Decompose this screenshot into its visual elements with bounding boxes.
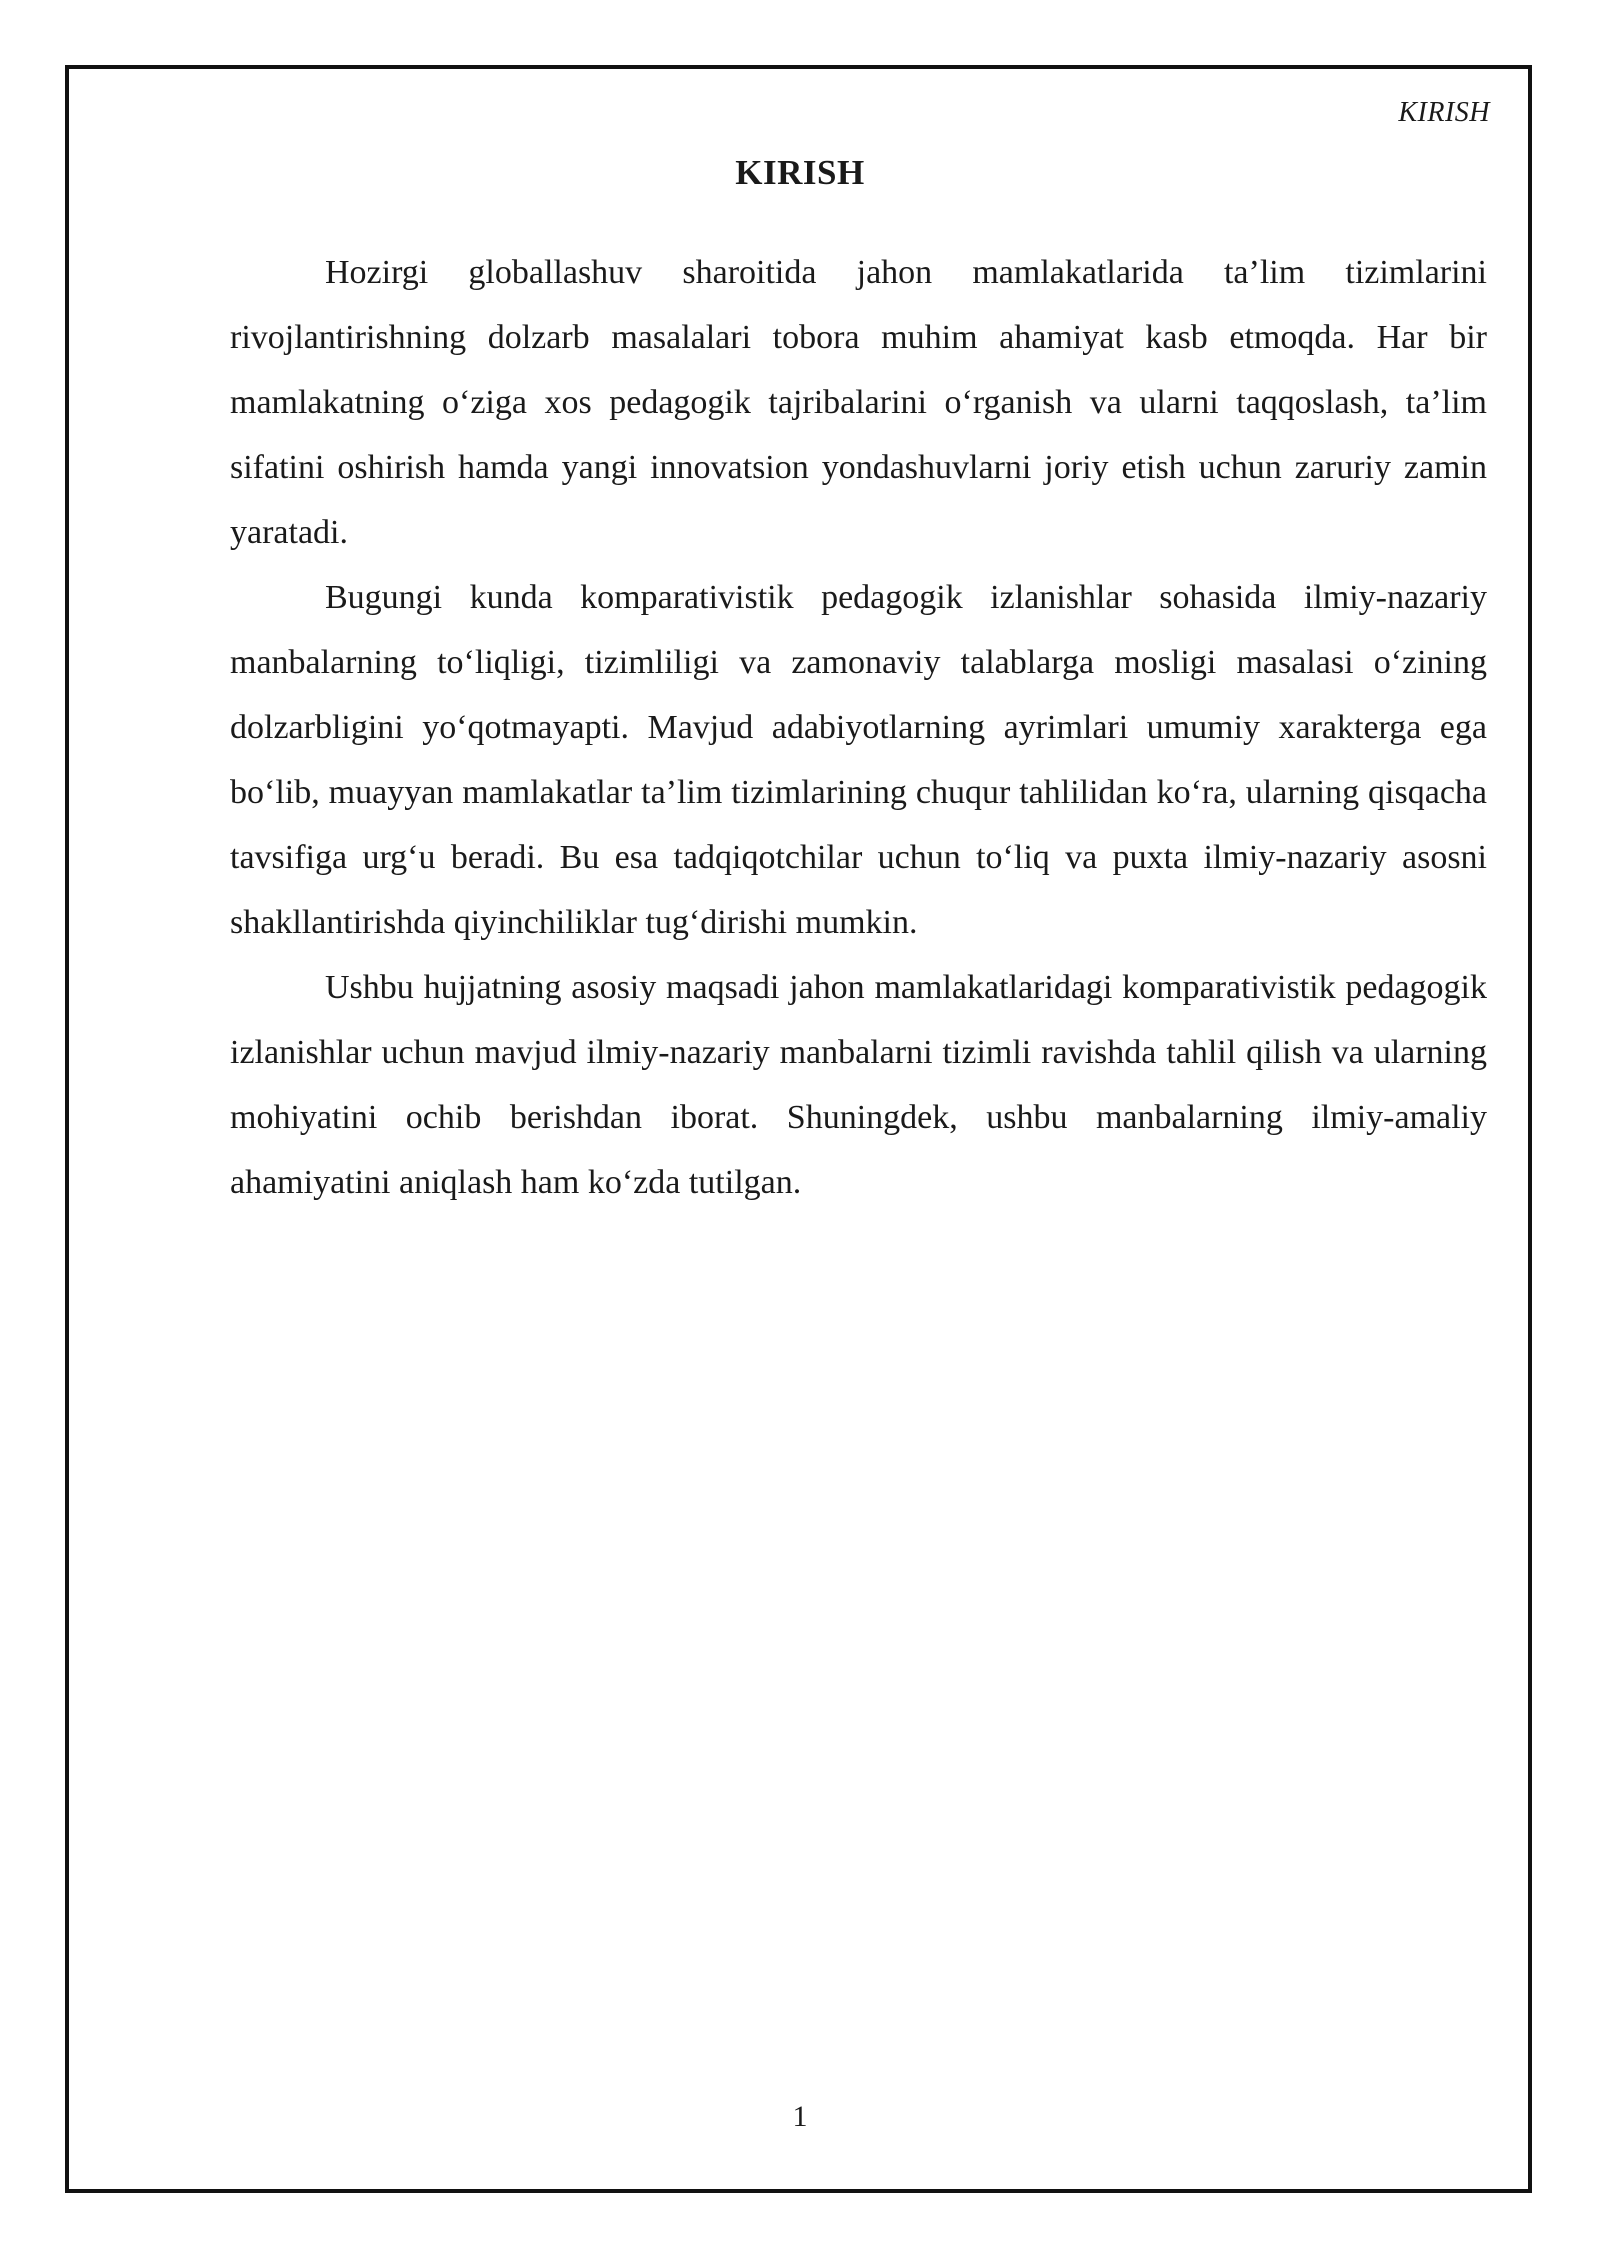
paragraph: Bugungi kunda komparativistik pedagogik izlanishlar sohasida ilmiy-nazariy manbalarning to‘liqligi, tizimliligi va zamonaviy talablarga mosligi masalasi o‘zining dolzarbligini yo‘qotmayapti. Mavjud adabiyotlarning ayrimlari umumiy xarakterga ega bo‘lib, muayyan mamlakatlar ta’lim tizimlarining chuqur tahlilidan ko‘ra, ularning qisqacha tavsifiga urg‘u beradi. Bu esa tadqiqotchilar uchun to‘liq va puxta ilmiy-nazariy asosni shakllantirishda qiyinchiliklar tug‘dirishi mumkin.: [230, 579, 1487, 941]
document-body: [230, 240, 1487, 1215]
document-title: KIRISH: [735, 153, 865, 192]
paragraph: Hozirgi globallashuv sharoitida jahon mamlakatlarida ta’lim tizimlarini rivojlantirishning dolzarb masalalari tobora muhim ahamiyat kasb etmoqda. Har bir mamlakatning o‘ziga xos pedagogik tajribalarini o‘rganish va ularni taqqoslash, ta’lim sifatini oshirish hamda yangi innovatsion yondashuvlarni joriy etish uchun zaruriy zamin yaratadi.: [230, 254, 1487, 551]
page-number: 1: [792, 2100, 808, 2133]
running-header: KIRISH: [1398, 97, 1490, 128]
paragraph: Ushbu hujjatning asosiy maqsadi jahon mamlakatlaridagi komparativistik pedagogik izlanishlar uchun mavjud ilmiy-nazariy manbalarni tizimli ravishda tahlil qilish va ularning mohiyatini ochib berishdan iborat. Shuningdek, ushbu manbalarning ilmiy-amaliy ahamiyatini aniqlash ham ko‘zda tutilgan.: [230, 969, 1487, 1201]
